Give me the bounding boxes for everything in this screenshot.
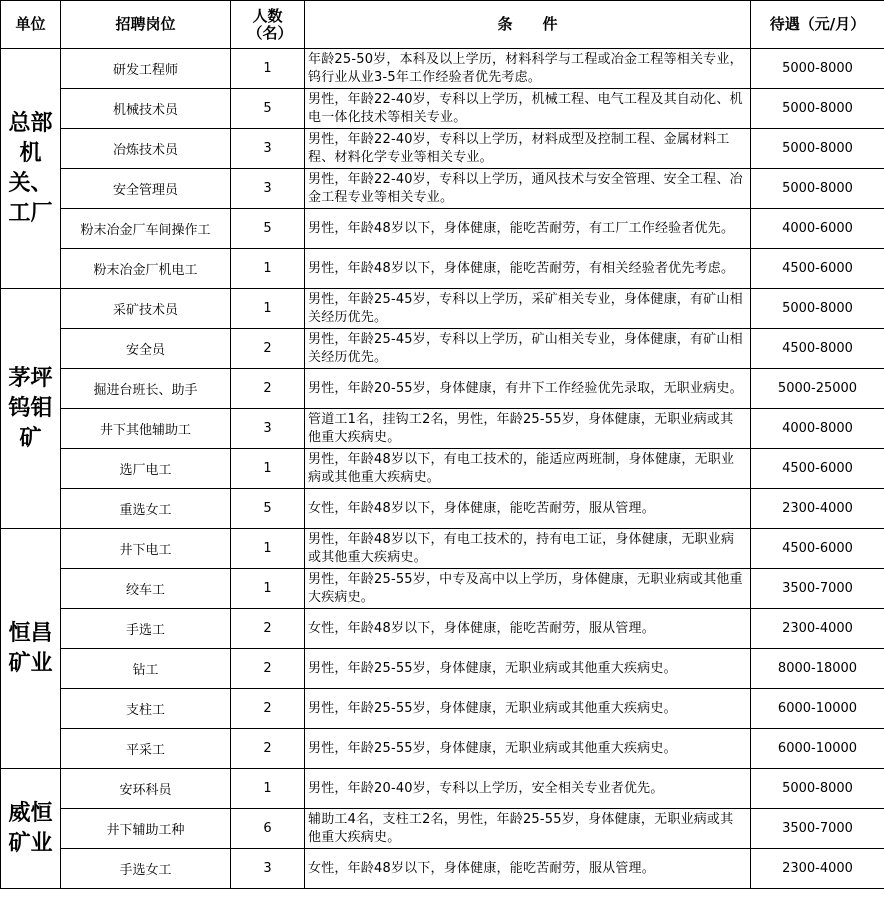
count-cell: 3 (231, 129, 305, 169)
table-row (1, 649, 884, 689)
position-cell: 重选女工 (61, 489, 231, 529)
conditions-cell: 男性，年龄22-40岁，专科以上学历，材料成型及控制工程、金属材料工程、材料化学专业等相关专业。 (305, 129, 751, 169)
position-cell: 机械技术员 (61, 89, 231, 129)
table-row (1, 369, 884, 409)
count-cell: 3 (231, 849, 305, 889)
header-count-label: 人数（名） (247, 6, 293, 42)
conditions-cell: 男性，年龄25-55岁，身体健康，无职业病或其他重大疾病史。 (305, 689, 751, 729)
table-row (1, 129, 884, 169)
table-row (1, 529, 884, 569)
salary-cell: 8000-18000 (751, 649, 884, 689)
table-row (1, 489, 884, 529)
conditions-cell: 男性，年龄25-55岁，中专及高中以上学历，身体健康，无职业病或其他重大疾病史。 (305, 569, 751, 609)
position-cell: 研发工程师 (61, 49, 231, 89)
count-cell: 2 (231, 729, 305, 769)
position-cell: 粉末冶金厂机电工 (61, 249, 231, 289)
conditions-cell: 男性，年龄25-55岁，身体健康，无职业病或其他重大疾病史。 (305, 649, 751, 689)
conditions-cell: 管道工1名，挂钩工2名，男性，年龄25-55岁，身体健康，无职业病或其他重大疾病史。 (305, 409, 751, 449)
conditions-cell: 男性，年龄48岁以下，有电工技术的，能适应两班制，身体健康，无职业病或其他重大疾病史。 (305, 449, 751, 489)
position-cell: 掘进台班长、助手 (61, 369, 231, 409)
header-unit: 单位 (1, 1, 61, 49)
table-row (1, 289, 884, 329)
conditions-cell: 年龄25-50岁，本科及以上学历，材料科学与工程或冶金工程等相关专业，钨行业从业3-5年工作经验者优先考虑。 (305, 49, 751, 89)
salary-cell: 4500-6000 (751, 249, 884, 289)
table-row (1, 49, 884, 89)
position-cell: 绞车工 (61, 569, 231, 609)
table-row (1, 809, 884, 849)
count-cell: 5 (231, 489, 305, 529)
header-position: 招聘岗位 (61, 1, 231, 49)
count-cell: 1 (231, 49, 305, 89)
salary-cell: 4500-6000 (751, 529, 884, 569)
table-row (1, 249, 884, 289)
salary-cell: 5000-8000 (751, 769, 884, 809)
conditions-cell: 男性，年龄25-55岁，身体健康，无职业病或其他重大疾病史。 (305, 729, 751, 769)
salary-cell: 5000-8000 (751, 289, 884, 329)
conditions-cell: 女性，年龄48岁以下，身体健康，能吃苦耐劳，服从管理。 (305, 489, 751, 529)
salary-cell: 5000-8000 (751, 49, 884, 89)
count-cell: 1 (231, 249, 305, 289)
salary-cell: 3500-7000 (751, 569, 884, 609)
conditions-cell: 男性，年龄22-40岁，专科以上学历，机械工程、电气工程及其自动化、机电一体化技术等相关专业。 (305, 89, 751, 129)
position-cell: 井下电工 (61, 529, 231, 569)
conditions-cell: 男性，年龄48岁以下，身体健康，能吃苦耐劳，有相关经验者优先考虑。 (305, 249, 751, 289)
salary-cell: 4500-6000 (751, 449, 884, 489)
unit-name-cell: 恒昌矿业 (1, 529, 61, 769)
conditions-cell: 男性，年龄48岁以下，身体健康，能吃苦耐劳，有工厂工作经验者优先。 (305, 209, 751, 249)
salary-cell: 4500-8000 (751, 329, 884, 369)
table-row (1, 849, 884, 889)
salary-cell: 5000-25000 (751, 369, 884, 409)
unit-name-cell: 总部机关、工厂 (1, 49, 61, 289)
count-cell: 5 (231, 89, 305, 129)
count-cell: 2 (231, 329, 305, 369)
conditions-cell: 男性，年龄20-55岁，身体健康，有井下工作经验优先录取，无职业病史。 (305, 369, 751, 409)
header-salary: 待遇（元/月） (751, 1, 884, 49)
count-cell: 3 (231, 409, 305, 449)
position-cell: 安全员 (61, 329, 231, 369)
salary-cell: 5000-8000 (751, 89, 884, 129)
position-cell: 井下辅助工种 (61, 809, 231, 849)
conditions-cell: 女性，年龄48岁以下，身体健康，能吃苦耐劳，服从管理。 (305, 849, 751, 889)
salary-cell: 2300-4000 (751, 849, 884, 889)
unit-name-cell: 威恒矿业 (1, 769, 61, 889)
table-row (1, 729, 884, 769)
table-row (1, 169, 884, 209)
header-count (231, 1, 305, 49)
table-body (1, 49, 884, 889)
salary-cell: 3500-7000 (751, 809, 884, 849)
header-row (1, 1, 884, 49)
salary-cell: 6000-10000 (751, 729, 884, 769)
conditions-cell: 男性，年龄22-40岁，专科以上学历，通风技术与安全管理、安全工程、冶金工程专业等相关专业。 (305, 169, 751, 209)
count-cell: 1 (231, 529, 305, 569)
table-row (1, 689, 884, 729)
table-row (1, 209, 884, 249)
conditions-cell: 男性，年龄25-45岁，专科以上学历，矿山相关专业，身体健康，有矿山相关经历优先。 (305, 329, 751, 369)
conditions-cell: 女性，年龄48岁以下，身体健康，能吃苦耐劳，服从管理。 (305, 609, 751, 649)
position-cell: 选厂电工 (61, 449, 231, 489)
table-row (1, 609, 884, 649)
position-cell: 钻工 (61, 649, 231, 689)
table-row (1, 769, 884, 809)
count-cell: 2 (231, 689, 305, 729)
count-cell: 1 (231, 449, 305, 489)
position-cell: 手选女工 (61, 849, 231, 889)
count-cell: 1 (231, 289, 305, 329)
salary-cell: 4000-8000 (751, 409, 884, 449)
conditions-cell: 男性，年龄25-45岁，专科以上学历，采矿相关专业，身体健康，有矿山相关经历优先。 (305, 289, 751, 329)
count-cell: 3 (231, 169, 305, 209)
position-cell: 支柱工 (61, 689, 231, 729)
position-cell: 安环科员 (61, 769, 231, 809)
position-cell: 手选工 (61, 609, 231, 649)
salary-cell: 2300-4000 (751, 489, 884, 529)
table-row (1, 409, 884, 449)
position-cell: 冶炼技术员 (61, 129, 231, 169)
count-cell: 2 (231, 369, 305, 409)
count-cell: 6 (231, 809, 305, 849)
unit-name-cell: 茅坪钨钼矿 (1, 289, 61, 529)
count-cell: 5 (231, 209, 305, 249)
table-row (1, 89, 884, 129)
header-conditions: 条 件 (305, 1, 751, 49)
salary-cell: 6000-10000 (751, 689, 884, 729)
count-cell: 1 (231, 569, 305, 609)
position-cell: 粉末冶金厂车间操作工 (61, 209, 231, 249)
conditions-cell: 男性，年龄20-40岁，专科以上学历，安全相关专业者优先。 (305, 769, 751, 809)
table-row (1, 329, 884, 369)
salary-cell: 5000-8000 (751, 129, 884, 169)
count-cell: 2 (231, 649, 305, 689)
position-cell: 平采工 (61, 729, 231, 769)
conditions-cell: 男性，年龄48岁以下，有电工技术的，持有电工证，身体健康，无职业病或其他重大疾病史。 (305, 529, 751, 569)
conditions-cell: 辅助工4名，支柱工2名，男性，年龄25-55岁，身体健康，无职业病或其他重大疾病史。 (305, 809, 751, 849)
position-cell: 井下其他辅助工 (61, 409, 231, 449)
salary-cell: 5000-8000 (751, 169, 884, 209)
position-cell: 安全管理员 (61, 169, 231, 209)
salary-cell: 2300-4000 (751, 609, 884, 649)
table-row (1, 569, 884, 609)
table-row (1, 449, 884, 489)
count-cell: 2 (231, 609, 305, 649)
position-cell: 采矿技术员 (61, 289, 231, 329)
salary-cell: 4000-6000 (751, 209, 884, 249)
count-cell: 1 (231, 769, 305, 809)
